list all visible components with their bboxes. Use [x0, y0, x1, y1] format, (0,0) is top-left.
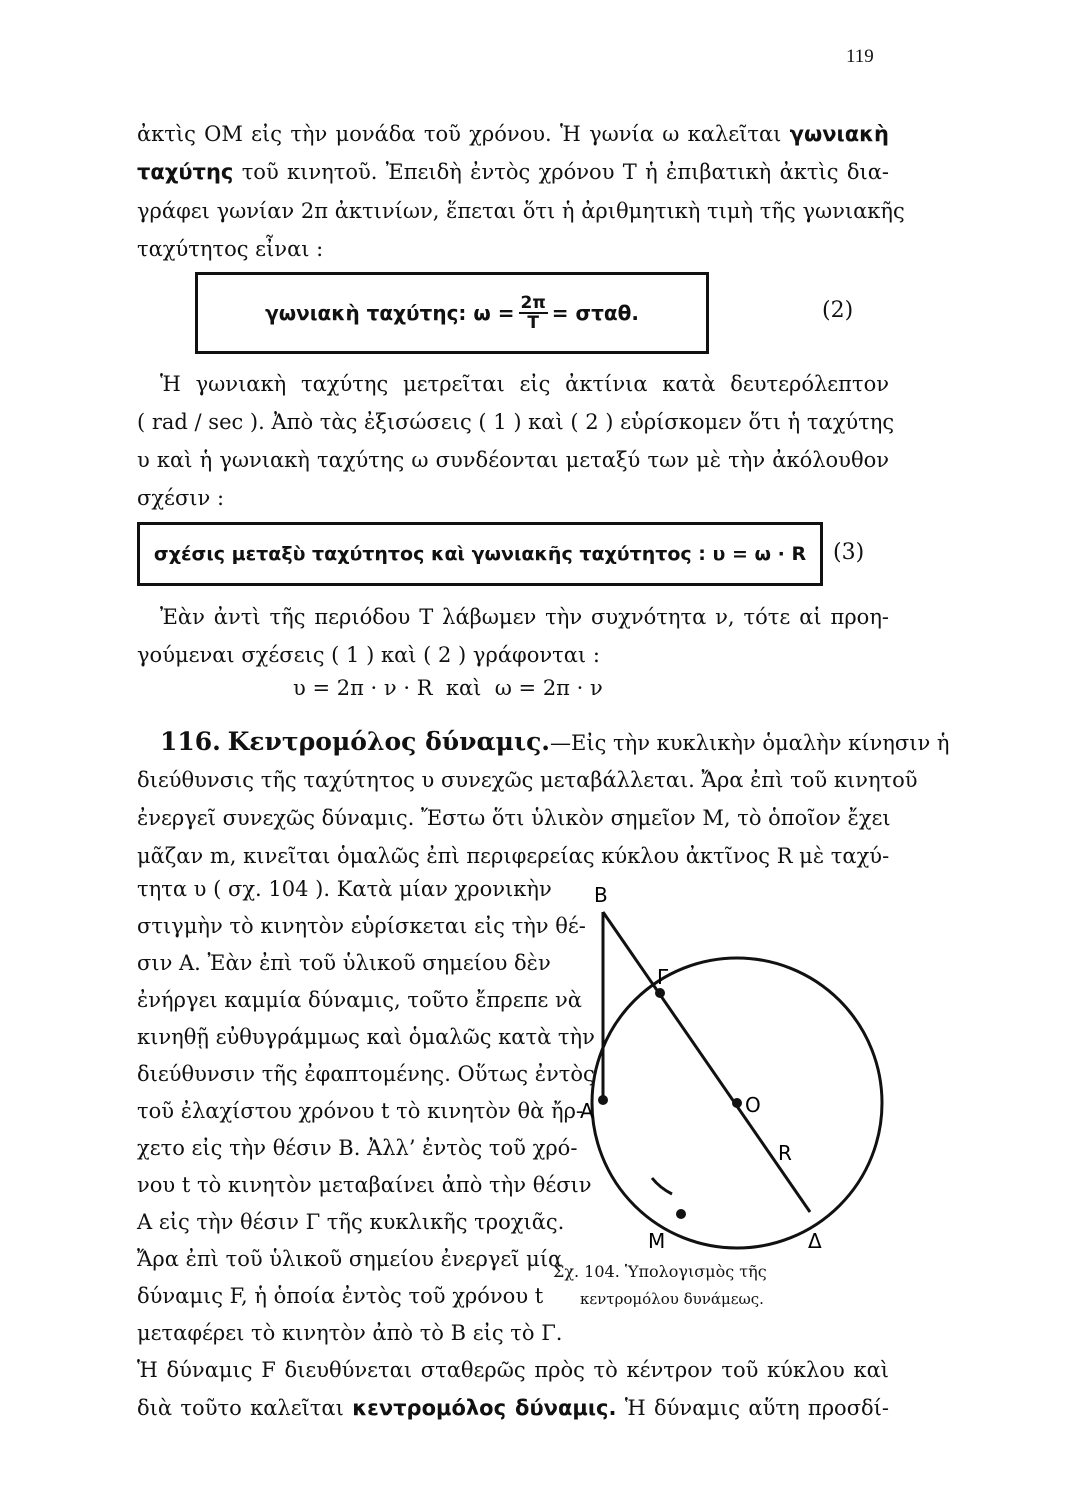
text-line: Ἄρα ἐπὶ τοῦ ὑλικοῦ σημείου ἐνεργεῖ μία	[137, 1247, 563, 1271]
text-line: γράφει γωνίαν 2π ἀκτινίων, ἕπεται ὅτι ἡ ἀριθμητικὴ τιμὴ τῆς γωνιακῆς	[137, 199, 905, 223]
text: Ἡ δύναμις αὕτη προσδί-	[616, 1396, 890, 1420]
label-a: A	[580, 1099, 594, 1123]
text-line: Ἐὰν ἀντὶ τῆς περιόδου Τ λάβωμεν τὴν συχνότητα ν, τότε αἱ προη-	[160, 605, 889, 629]
section-number: 116.	[160, 727, 221, 756]
equation-frequency: υ = 2π · ν · R καὶ ω = 2π · ν	[293, 676, 603, 700]
text-line: ἐνήργει καμμία δύναμις, τοῦτο ἔπρεπε νὰ	[137, 988, 582, 1012]
point-a	[598, 1095, 608, 1105]
text-line: χετο εἰς τὴν θέσιν Β. Ἀλλ’ ἐντὸς τοῦ χρό-	[137, 1136, 578, 1160]
text: —Εἰς τὴν κυκλικὴν ὁμαλὴν κίνησιν ἡ	[550, 731, 950, 755]
text-line: μᾶζαν m, κινεῖται ὁμαλῶς ἐπὶ περιφερείας κύκλου ἀκτῖνος R μὲ ταχύ-	[137, 844, 890, 868]
text-line: κινηθῇ εὐθυγράμμως καὶ ὁμαλῶς κατὰ τὴν	[137, 1025, 595, 1049]
label-delta: Δ	[808, 1229, 822, 1253]
text: τοῦ κινητοῦ. Ἐπειδὴ ἐντὸς χρόνου Τ ἡ ἐπιβατικὴ ἀκτὶς δια-	[233, 160, 889, 184]
text-line: Ἡ δύναμις F διευθύνεται σταθερῶς πρὸς τὸ κέντρον τοῦ κύκλου καὶ	[137, 1358, 889, 1382]
text-line: διεύθυνσιν τῆς ἐφαπτομένης. Οὕτως ἐντὸς	[137, 1062, 595, 1086]
motion-arrow	[652, 1178, 672, 1194]
section-title: Κεντρομόλος δύναμις.	[227, 727, 551, 756]
point-o	[732, 1098, 742, 1108]
equation-rhs: = σταθ.	[551, 301, 639, 325]
text-line: τητα υ ( σχ. 104 ). Κατὰ μίαν χρονικὴν	[137, 877, 552, 901]
equation-lhs: ω =	[473, 301, 515, 325]
figure-caption-line: Σχ. 104. Ὑπολογισμὸς τῆς	[553, 1262, 767, 1281]
text-line: τοῦ ἐλαχίστου χρόνου t τὸ κινητὸν θὰ ἤρ-	[137, 1099, 584, 1123]
text: ἀκτὶς ΟΜ εἰς τὴν μονάδα τοῦ χρόνου. Ἡ γωνία ω καλεῖται	[137, 122, 790, 146]
text-line: σχέσιν :	[137, 486, 225, 510]
text-line: ( rad / sec ). Ἀπὸ τὰς ἐξισώσεις ( 1 ) καὶ ( 2 ) εὑρίσκομεν ὅτι ἡ ταχύτης	[137, 410, 895, 434]
label-m: M	[648, 1229, 666, 1253]
label-b: B	[594, 883, 608, 907]
equation-label: γωνιακὴ ταχύτης:	[265, 301, 467, 325]
label-gamma: Γ	[657, 965, 669, 989]
bold-term: κεντρομόλος δύναμις.	[352, 1396, 617, 1420]
text-line: γούμεναι σχέσεις ( 1 ) καὶ ( 2 ) γράφονται :	[137, 643, 600, 667]
text-line: δύναμις F, ἡ ὁποία ἐντὸς τοῦ χρόνου t	[137, 1284, 544, 1308]
line-b-to-delta	[603, 912, 810, 1212]
text-line: στιγμὴν τὸ κινητὸν εὑρίσκεται εἰς τὴν θέ-	[137, 914, 586, 938]
equation-text: σχέσις μεταξὺ ταχύτητος καὶ γωνιακῆς ταχύτητος : υ = ω · R	[153, 543, 807, 565]
page-number: 119	[846, 46, 874, 67]
text: διὰ τοῦτο καλεῖται	[137, 1396, 353, 1420]
text-line: Α εἰς τὴν θέσιν Γ τῆς κυκλικῆς τροχιᾶς.	[137, 1210, 565, 1234]
equation-number: (2)	[822, 298, 854, 323]
text-line: νου t τὸ κινητὸν μεταβαίνει ἀπὸ τὴν θέσιν	[137, 1173, 592, 1197]
text-line: διεύθυνσις τῆς ταχύτητος υ συνεχῶς μεταβάλλεται. Ἄρα ἐπὶ τοῦ κινητοῦ	[137, 768, 918, 792]
text-line: μεταφέρει τὸ κινητὸν ἀπὸ τὸ Β εἰς τὸ Γ.	[137, 1321, 563, 1345]
text-line: υ καὶ ἡ γωνιακὴ ταχύτης ω συνδέονται μεταξύ των μὲ τὴν ἀκόλουθον	[137, 448, 889, 472]
bold-term: γωνιακὴ	[789, 122, 889, 146]
figure-caption-line: κεντρομόλου δυνάμεως.	[580, 1290, 764, 1308]
text-line: ἐνεργεῖ συνεχῶς δύναμις. Ἔστω ὅτι ὑλικὸν σημεῖον Μ, τὸ ὁποῖον ἔχει	[137, 806, 891, 830]
text-line: σιν Α. Ἐὰν ἐπὶ τοῦ ὑλικοῦ σημείου δὲν	[137, 951, 551, 975]
label-o: O	[745, 1093, 761, 1117]
equation-number: (3)	[833, 540, 865, 565]
numerator: 2π	[520, 293, 546, 313]
label-r: R	[778, 1141, 792, 1165]
bold-term: ταχύτης	[137, 160, 234, 184]
point-gamma	[655, 988, 665, 998]
text-line: ταχύτητος εἶναι :	[137, 237, 324, 261]
denominator: T	[527, 313, 539, 333]
point-m	[676, 1209, 686, 1219]
text-line: Ἡ γωνιακὴ ταχύτης μετρεῖται εἰς ἀκτίνια κατὰ δευτερόλεπτον	[160, 372, 889, 396]
